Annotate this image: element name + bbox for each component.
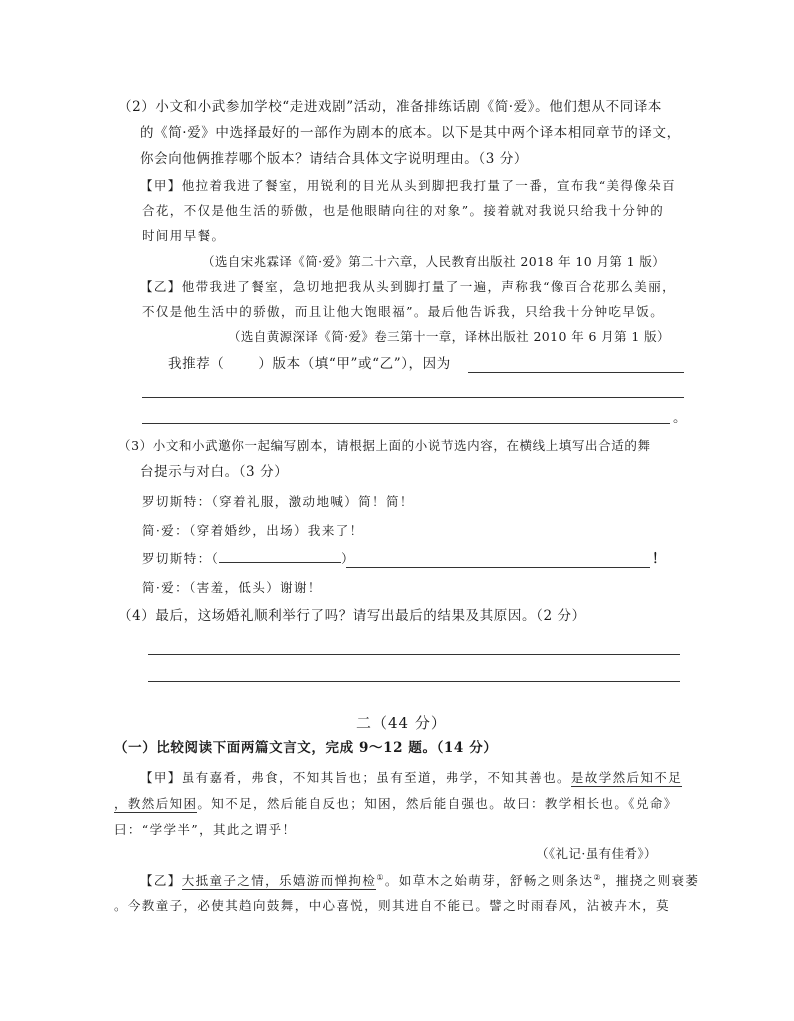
footnote-2: ② — [593, 873, 602, 882]
end-period: 。 — [673, 410, 688, 426]
yi-passage-line-2: 不仅是他生活中的骄傲，而且让他大饱眼福”。最后他告诉我，只给我十分钟吃早饭。 — [142, 304, 665, 319]
answer-line-q2-2[interactable] — [142, 397, 684, 398]
classical-jia-underlined-1: 是故学然后知不足 — [570, 770, 683, 785]
jia-source: （选自宋兆霖译《简·爱》第二十六章，人民教育出版社 2018 年 10 月第 1 版） — [202, 254, 666, 269]
q4-line-1: （4）最后，这场婚礼顺利举行了吗？请写出最后的结果及其原因。（2 分） — [118, 608, 586, 624]
answer-line-q2-3[interactable] — [142, 423, 670, 424]
dialogue-1: 罗切斯特：（穿着礼服，激动地喊）简！简！ — [142, 494, 414, 509]
dialogue-line-blank[interactable] — [346, 567, 650, 568]
q3-line-2: 台提示与对白。（3 分） — [140, 464, 289, 480]
jia-passage-line-2: 合花，不仅是他生活的骄傲，也是他眼睛向往的对象”。接着就对我说只给我十分钟的 — [142, 203, 665, 218]
classical-jia-line-3: 曰：“学学半”，其此之谓乎！ — [114, 822, 297, 837]
answer-line-q2-1[interactable] — [468, 372, 684, 373]
yi-passage-line-1: 【乙】他带我进了餐室，急切地把我从头到脚打量了一遍，声称我“像百合花那么美丽， — [140, 279, 676, 294]
yi-source: （选自黄源深译《简·爱》卷三第十一章，译林出版社 2010 年 6 月第 1 版） — [228, 329, 670, 344]
classical-jia-text-a: 【甲】虽有嘉肴，弗食，不知其旨也；虽有至道，弗学，不知其善也。 — [140, 770, 571, 785]
classical-jia-text-b: 。知不足，然后能自反也；知困，然后能自强也。故曰：教学相长也。《兑命》 — [197, 796, 678, 811]
classical-jia-underlined-2: ，教然后知困 — [114, 796, 198, 811]
recommend-prefix: 我推荐（ — [168, 356, 225, 372]
section-2-title: 二（44 分） — [356, 714, 447, 732]
classical-yi-text-c: ，摧挠之则衰萎 — [601, 873, 700, 889]
dialogue-4: 简·爱：（害羞，低头）谢谢！ — [142, 580, 322, 595]
dialogue-3 — [142, 553, 355, 566]
recommend-line — [168, 358, 451, 372]
q2-line-1: （2）小文和小武参加学校“走进戏剧”活动，准备排练话剧《简·爱》。他们想从不同译本 — [118, 99, 663, 115]
jia-passage-line-3: 时间用早餐。 — [142, 228, 226, 243]
recommend-mid: ）版本（填“甲”或“乙”），因为 — [258, 356, 451, 372]
answer-line-q4-1[interactable] — [148, 654, 680, 655]
dialogue-3-prefix: 罗切斯特：（ — [142, 551, 220, 566]
q2-line-3: 你会向他俩推荐哪个版本？请结合具体文字说明理由。（3 分） — [140, 151, 529, 167]
answer-line-q4-2[interactable] — [148, 681, 680, 682]
footnote-1: ① — [376, 873, 385, 882]
classical-yi-line-2: 。今教童子，必使其趋向鼓舞，中心喜悦，则其进自不能已。譬之时雨春风，沾被卉木，莫 — [114, 898, 671, 913]
dialogue-3-mid: ） — [341, 551, 356, 566]
section-2-subtitle: （一）比较阅读下面两篇文言文，完成 9～12 题。（14 分） — [114, 740, 498, 756]
classical-jia-line-2 — [114, 798, 678, 811]
classical-jia-line-1 — [140, 772, 682, 785]
classical-yi-text-b: 。如草木之始萌芽，舒畅之则条达 — [384, 873, 594, 889]
jia-passage-line-1: 【甲】他拉着我进了餐室，用锐利的目光从头到脚把我打量了一番，宣布我“美得像朵百 — [140, 178, 676, 193]
q2-line-2: 的《简·爱》中选择最好的一部作为剧本的底本。以下是其中两个译本相同章节的译文， — [140, 125, 681, 141]
stage-direction-blank[interactable] — [219, 561, 341, 563]
classical-yi-label: 【乙】 — [140, 873, 182, 889]
q3-line-1: （3）小文和小武邀你一起编写剧本，请根据上面的小说节选内容，在横线上填写出合适的舞 — [118, 438, 651, 453]
dialogue-3-end: ！ — [652, 551, 667, 567]
classical-yi-line-1 — [140, 874, 699, 888]
dialogue-2: 简·爱：（穿着婚纱，出场）我来了！ — [142, 523, 364, 538]
classical-jia-source: （《礼记·虽有佳肴》） — [536, 846, 657, 861]
classical-yi-underlined: 大抵童子之情，乐嬉游而惮拘检 — [181, 873, 377, 889]
